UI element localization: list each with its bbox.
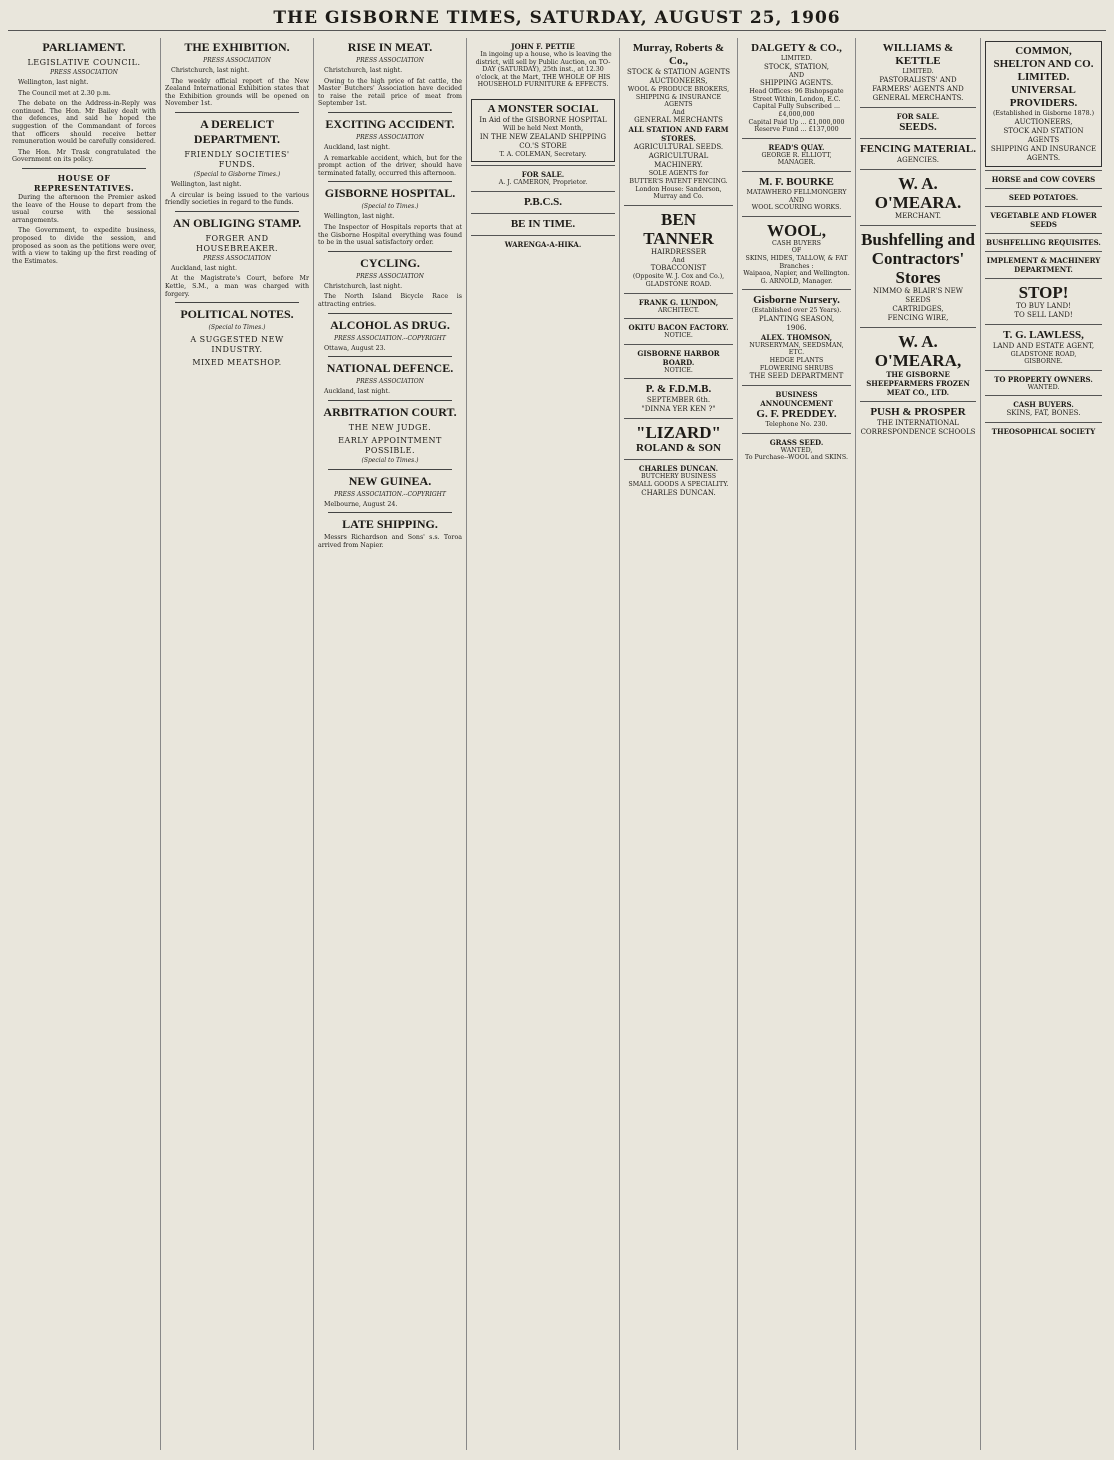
ad-line: TO SELL LAND! — [1014, 310, 1073, 319]
section-subheading: FORGER AND HOUSEBREAKER. — [196, 233, 278, 253]
notice — [471, 38, 615, 96]
ad-title: T. G. LAWLESS, — [1003, 328, 1084, 341]
ad-title: OKITU BACON FACTORY. — [628, 323, 729, 333]
section-subheading: LEGISLATIVE COUNCIL. — [27, 58, 141, 67]
ad-line: MERCHANT. — [894, 211, 942, 220]
paragraph: A remarkable accident, which, but for the prompt action of the driver, should have terminated fatally, occurred this afternoon. — [318, 154, 462, 177]
column-news-3 — [314, 38, 467, 1450]
ad-line: ARCHITECT. — [658, 306, 699, 314]
advertisement — [742, 216, 851, 290]
paragraph: Ottawa, August 23. — [324, 344, 386, 352]
section-heading: EXCITING ACCIDENT. — [325, 116, 455, 131]
section-heading: ARBITRATION COURT. — [323, 404, 457, 419]
notice — [471, 213, 615, 235]
ad-line: STOCK & STATION AGENTS — [626, 68, 731, 76]
column-ads-3 — [856, 38, 981, 1450]
column-ads-2 — [738, 38, 856, 1450]
paragraph: The Government, to expedite business, proposed to divide the session, and proposed as soon as the petitions were over, with a view to taking up the first reading of the Estimates. — [12, 227, 156, 265]
ad-line: LAND AND ESTATE AGENT, — [992, 341, 1095, 350]
section-subheading: A SUGGESTED NEW INDUSTRY. — [190, 335, 284, 355]
ad-title: BEN TANNER — [643, 209, 714, 248]
ad-line: THE INTERNATIONAL CORRESPONDENCE SCHOOLS — [860, 418, 976, 436]
notice-line: IN THE NEW ZEALAND SHIPPING CO.'S STORE — [479, 132, 607, 150]
advertisement — [985, 188, 1102, 206]
divider — [328, 251, 452, 252]
ad-line: UNIVERSAL PROVIDERS. — [1009, 84, 1078, 109]
advertisement — [860, 401, 976, 441]
section-subheading: FRIENDLY SOCIETIES' FUNDS. — [184, 149, 290, 169]
section-note: PRESS ASSOCIATION — [356, 378, 424, 386]
advertisement — [624, 205, 733, 293]
column-notices — [467, 38, 620, 1450]
ad-title: BUSINESS ANNOUNCEMENT — [760, 390, 833, 409]
ad-line: FLOWERING SHRUBS — [759, 364, 834, 372]
divider — [328, 469, 452, 470]
notice — [471, 235, 615, 253]
ad-line: LIMITED. — [780, 55, 813, 62]
notice-line: T. A. COLEMAN, Secretary. — [499, 150, 587, 158]
paragraph: At the Magistrate's Court, before Mr Kettle, S.M., a man was charged with forgery. — [165, 275, 309, 298]
advertisement — [742, 138, 851, 171]
advertisement — [624, 418, 733, 459]
divider — [175, 211, 299, 212]
section-note: PRESS ASSOCIATION — [356, 133, 424, 141]
section-note: PRESS ASSOCIATION — [203, 254, 271, 262]
ad-title: PUSH & PROSPER — [870, 405, 966, 418]
ad-line: FENCING WIRE, — [887, 313, 949, 322]
notice — [471, 165, 615, 191]
divider — [328, 313, 452, 314]
paragraph: During the afternoon the Premier asked the leave of the House to depart from the usual course with the sessional arrangements. — [12, 193, 156, 224]
notice-title: JOHN F. PETTIE — [511, 42, 575, 51]
ad-line: AND — [788, 196, 805, 204]
ad-line: SHIPPING AND INSURANCE AGENTS. — [990, 144, 1097, 162]
ad-line: PLANTING SEASON, — [758, 314, 835, 323]
ad-title: READ'S QUAY. — [768, 142, 825, 152]
paragraph: The weekly official report of the New Zealand International Exhibition states that the Exhibition grounds will be opened on November 1st. — [165, 77, 309, 108]
ad-title: DALGETY & CO., — [751, 42, 842, 54]
divider — [22, 168, 146, 169]
notice — [471, 191, 615, 213]
ad-line: GLADSTONE ROAD, — [1010, 350, 1077, 358]
section-note: (Special to Gisborne Times.) — [193, 170, 281, 178]
advertisement — [624, 378, 733, 418]
ad-line: CHARLES DUNCAN. — [641, 488, 716, 497]
ad-line: Capital Paid Up ... £1,000,000 — [748, 118, 845, 126]
section — [12, 173, 156, 265]
advertisement — [742, 289, 851, 385]
section-heading: THE EXHIBITION. — [184, 40, 290, 54]
ad-line: Telephone No. 230. — [765, 421, 828, 429]
ad-line: LIMITED. — [902, 68, 934, 75]
ad-title: WILLIAMS & KETTLE — [882, 42, 954, 67]
section-heading: HOUSE OF REPRESENTATIVES. — [33, 172, 135, 193]
paragraph: Auckland, last night. — [324, 143, 391, 151]
divider — [175, 302, 299, 303]
ad-line: SKINS, FAT, BONES. — [1006, 409, 1081, 418]
notice-title: P.B.C.S. — [523, 195, 563, 208]
ad-line: OF — [791, 247, 802, 255]
advertisement — [742, 433, 851, 466]
notice-title: A MONSTER SOCIAL — [487, 102, 599, 115]
advertisement — [860, 138, 976, 169]
ad-line: To Purchase--WOOL and SKINS. — [745, 454, 848, 462]
ad-line: ROLAND & SON — [636, 442, 721, 455]
ad-line: (Opposite W. J. Cox and Co.), — [632, 273, 725, 281]
section-heading: NATIONAL DEFENCE. — [326, 361, 454, 376]
section-note: PRESS ASSOCIATION — [356, 57, 424, 64]
section-heading: A DERELICT DEPARTMENT. — [193, 116, 281, 146]
ad-line: SEPTEMBER 6th. — [646, 396, 711, 405]
advertisement — [985, 370, 1102, 396]
ad-title: TO PROPERTY OWNERS. — [994, 374, 1093, 384]
advertisement — [860, 107, 976, 138]
ad-line: THE SEED DEPARTMENT — [749, 372, 844, 381]
advertisement — [742, 38, 851, 138]
column-ads-4 — [981, 38, 1106, 1450]
advertisement — [860, 327, 976, 401]
paragraph: Owing to the high price of fat cattle, the Master Butchers' Association have decided to raise the retail price of meat from September 1st. — [318, 77, 462, 108]
ad-title: FRANK G. LUNDON, — [638, 297, 719, 307]
notice-line: Will be held Next Month, — [502, 124, 584, 132]
ad-line: 1906. — [786, 323, 807, 332]
notice-line: A. J. CAMERON, Proprietor. — [498, 179, 588, 187]
ad-title: CASH BUYERS. — [1013, 400, 1074, 410]
ad-title: BUSHFELLING REQUISITES. — [986, 237, 1101, 247]
notice-title: FOR SALE. — [521, 170, 565, 180]
ad-line: NOTICE. — [664, 332, 693, 340]
ad-line: SHIPPING AGENTS. — [759, 79, 834, 88]
ad-line: Branches : — [779, 262, 814, 270]
section-note: (Special to Times.) — [208, 324, 266, 332]
ad-line: GEORGE R. ELLIOTT, — [761, 151, 832, 159]
notice — [471, 99, 615, 162]
ad-line: STOCK, STATION, — [763, 62, 830, 71]
ad-line: SOLE AGENTS for — [648, 170, 709, 178]
ad-title: Gisborne Nursery. — [753, 294, 840, 307]
ad-line: ALL STATION AND FARM STORES. — [628, 125, 729, 144]
advertisement — [624, 459, 733, 501]
ad-title: FENCING MATERIAL. — [860, 142, 976, 155]
section-heading: GISBORNE HOSPITAL. — [324, 186, 456, 201]
ad-title: CHARLES DUNCAN. — [638, 464, 719, 474]
section-note: (Special to Times.) — [361, 456, 419, 464]
ad-title: SEED POTATOES. — [1008, 192, 1079, 202]
divider — [328, 356, 452, 357]
paragraph: In ingoing up a house, who is leaving the district, will sell by Public Auction, on TO-DAY (SATURDAY), 25th inst., at 12.30 o'clock, at the Mart, THE WHOLE OF HIS HOUSEHOLD FURNITURE & EFFECTS. — [475, 51, 612, 89]
ad-line: BUTTER'S PATENT FENCING. — [629, 177, 728, 185]
section-heading: CYCLING. — [360, 255, 420, 270]
paragraph: Wellington, last night. — [171, 180, 242, 188]
ad-line: MATAWHERO FELLMONGERY — [746, 188, 847, 196]
section-subheading: MIXED MEATSHOP. — [192, 358, 282, 368]
ad-line: SKINS, HIDES, TALLOW, & FAT — [745, 254, 848, 262]
section-heading: RISE IN MEAT. — [347, 40, 433, 54]
ad-title: WOOL, — [766, 220, 827, 240]
paragraph: A circular is being issued to the various friendly societies in regard to the funds. — [165, 191, 309, 207]
ad-line: TOBACCONIST — [650, 264, 707, 273]
ad-line: GLADSTONE ROAD. — [645, 280, 712, 288]
paragraph: Christchurch, last night. — [324, 282, 403, 290]
advertisement — [985, 251, 1102, 278]
column-parliament — [8, 38, 161, 1450]
ad-line: WANTED, — [780, 446, 813, 454]
masthead: THE GISBORNE TIMES, SATURDAY, AUGUST 25, 1906 — [8, 6, 1106, 31]
section-note: PRESS ASSOCIATION — [50, 69, 118, 76]
paragraph: Messrs Richardson and Sons' s.s. Toroa arrived from Napier. — [318, 534, 462, 549]
advertisement — [624, 38, 733, 205]
ad-line: AGRICULTURAL SEEDS. — [633, 143, 724, 152]
ad-line: Waipaoa, Napier, and Wellington. — [743, 270, 850, 278]
ad-title: STOP! — [1018, 282, 1069, 302]
section — [12, 40, 156, 164]
ad-title: IMPLEMENT & MACHINERY DEPARTMENT. — [986, 255, 1101, 274]
ad-title: Murray, Roberts & Co., — [632, 42, 725, 67]
advertisement — [985, 422, 1102, 440]
paragraph: The debate on the Address-in-Reply was continued. The Hon. Mr Bailey dealt with the defences, and said he hoped the suggestion of the Commandant of forces that officers should receive better remuneration would be carefully considered. — [12, 100, 156, 146]
ad-line: CARTRIDGES, — [892, 304, 944, 313]
notice-subtitle: In Aid of the GISBORNE HOSPITAL — [479, 115, 607, 124]
section-heading: AN OBLIGING STAMP. — [172, 215, 302, 230]
section-subheading: EARLY APPOINTMENT POSSIBLE. — [338, 435, 442, 455]
ad-line: And — [672, 256, 685, 264]
ad-line: London House: Sanderson, Murray and Co. — [635, 185, 722, 201]
ad-line: PASTORALISTS' AND FARMERS' AGENTS AND GENERAL MERCHANTS. — [872, 75, 964, 102]
paragraph: Auckland, last night. — [171, 264, 238, 272]
ad-line: HAIRDRESSER — [650, 247, 707, 256]
divider — [328, 181, 452, 182]
ad-line: AGRICULTURAL MACHINERY. — [648, 152, 709, 170]
ad-line: NURSERYMAN, SEEDSMAN, ETC. — [749, 341, 844, 357]
ad-line: GISBORNE. — [1024, 358, 1063, 366]
advertisement — [985, 278, 1102, 324]
ad-line: THE GISBORNE SHEEPFARMERS FROZEN MEAT CO., LTD. — [866, 369, 970, 397]
ad-line: MANAGER. — [777, 159, 816, 167]
ad-line: Head Offices: 96 Bishopsgate Street Within, London, E.C. — [749, 88, 844, 103]
ad-line: Reserve Fund ... £137,000 — [754, 126, 839, 134]
ad-title: VEGETABLE AND FLOWER SEEDS — [990, 210, 1097, 229]
ad-title: COMMON, SHELTON AND CO. LIMITED. — [993, 45, 1094, 83]
paragraph: Christchurch, last night. — [171, 67, 250, 74]
notice-title: WARENGA-A-HIKA. — [504, 239, 582, 249]
ad-title: "LIZARD" — [636, 423, 721, 443]
ad-title: FOR SALE. — [896, 111, 940, 121]
section-heading: ALCOHOL AS DRUG. — [330, 317, 450, 332]
ad-title: W. A. O'MEARA. — [874, 173, 962, 212]
ad-line: SEEDS. — [899, 120, 937, 133]
divider — [328, 400, 452, 401]
ad-line: Capital Fully Subscribed ... £4,000,000 — [753, 103, 840, 118]
ad-line: WANTED. — [1027, 383, 1060, 391]
column-ads-1 — [620, 38, 738, 1450]
section-heading: POLITICAL NOTES. — [180, 307, 294, 322]
ad-line: WOOL SCOURING WORKS. — [751, 204, 842, 212]
paragraph: Auckland, last night. — [324, 388, 391, 396]
advertisement — [985, 233, 1102, 251]
advertisement — [985, 41, 1102, 167]
ad-title: HORSE and COW COVERS — [991, 174, 1096, 184]
ad-line: "DINNA YER KEN ?" — [641, 405, 716, 414]
advertisement — [742, 171, 851, 216]
ad-title: M. F. BOURKE — [759, 175, 834, 188]
ad-line: SHIPPING & INSURANCE AGENTS — [635, 93, 722, 109]
notice-title: BE IN TIME. — [510, 217, 576, 230]
ad-title: GISBORNE HARBOR BOARD. — [637, 348, 720, 367]
section-note: PRESS ASSOCIATION — [356, 272, 424, 280]
paragraph: Melbourne, August 24. — [324, 500, 398, 508]
section-heading: NEW GUINEA. — [348, 473, 432, 488]
ad-line: And — [672, 108, 685, 116]
advertisement — [860, 169, 976, 225]
ad-title: W. A. O'MEARA, — [874, 331, 962, 370]
ad-line: STOCK AND STATION AGENTS — [1003, 126, 1084, 144]
section-note: (Special to Times.) — [361, 203, 419, 211]
paragraph: Wellington, last night. — [18, 79, 89, 86]
ad-line: (Established over 25 Years). — [751, 307, 842, 315]
paragraph: The Inspector of Hospitals reports that at the Gisborne Hospital everything was found to be in the usual satisfactory order. — [318, 223, 462, 247]
ad-line: ALEX. THOMSON, — [760, 332, 833, 342]
ad-title: GRASS SEED. — [769, 437, 824, 447]
advertisement — [624, 344, 733, 379]
divider — [175, 112, 299, 113]
paragraph: Wellington, last night. — [324, 213, 395, 221]
divider — [328, 512, 452, 513]
advertisement — [860, 38, 976, 107]
advertisement — [624, 318, 733, 344]
section-heading: LATE SHIPPING. — [342, 517, 438, 532]
advertisement — [985, 324, 1102, 370]
section-note: PRESS ASSOCIATION — [203, 57, 271, 64]
ad-line: CASH BUYERS — [772, 239, 821, 247]
paragraph: The Hon. Mr Trask congratulated the Government on its policy. — [12, 148, 156, 164]
advertisement — [624, 293, 733, 319]
section-note: PRESS ASSOCIATION.--COPYRIGHT — [334, 490, 446, 498]
advertisement — [860, 225, 976, 327]
ad-line: G. ARNOLD, Manager. — [760, 277, 833, 285]
paragraph: The Council met at 2.30 p.m. — [18, 89, 111, 97]
advertisement — [985, 170, 1102, 188]
ad-line: NIMMO & BLAIR'S NEW SEEDS — [873, 286, 963, 304]
advertisement — [742, 385, 851, 433]
ad-line: HEDGE PLANTS — [769, 357, 824, 365]
ad-title: Bushfelling and Contractors' Stores — [861, 229, 975, 287]
paragraph: Christchurch, last night. — [324, 67, 403, 74]
ad-line: WOOL & PRODUCE BROKERS, — [627, 86, 730, 93]
ad-title: THEOSOPHICAL SOCIETY — [991, 427, 1096, 437]
column-news-2 — [161, 38, 314, 1450]
ad-line: AGENCIES. — [897, 155, 939, 164]
ad-line: AND — [788, 71, 805, 79]
ad-line: (Established in Gisborne 1878.) — [992, 110, 1095, 117]
ad-line: TO BUY LAND! — [1016, 301, 1071, 310]
ad-line: GENERAL MERCHANTS — [634, 116, 723, 125]
paragraph: The North Island Bicycle Race is attracting entries. — [318, 293, 462, 308]
section-heading: PARLIAMENT. — [42, 40, 126, 54]
section-subheading: THE NEW JUDGE. — [348, 422, 432, 432]
section-note: PRESS ASSOCIATION.--COPYRIGHT — [334, 334, 446, 342]
ad-line: NOTICE. — [664, 366, 693, 374]
advertisement — [985, 206, 1102, 233]
ad-line: AUCTIONEERS, — [649, 77, 708, 85]
ad-line: AUCTIONEERS, — [1014, 117, 1073, 126]
ad-line: BUTCHERY BUSINESS — [640, 473, 717, 481]
ad-line: SMALL GOODS A SPECIALITY. — [628, 480, 729, 488]
ad-title: P. & F.D.M.B. — [645, 383, 712, 396]
divider — [328, 112, 452, 113]
ad-line: G. F. PREDDEY. — [756, 408, 837, 421]
advertisement — [985, 395, 1102, 422]
